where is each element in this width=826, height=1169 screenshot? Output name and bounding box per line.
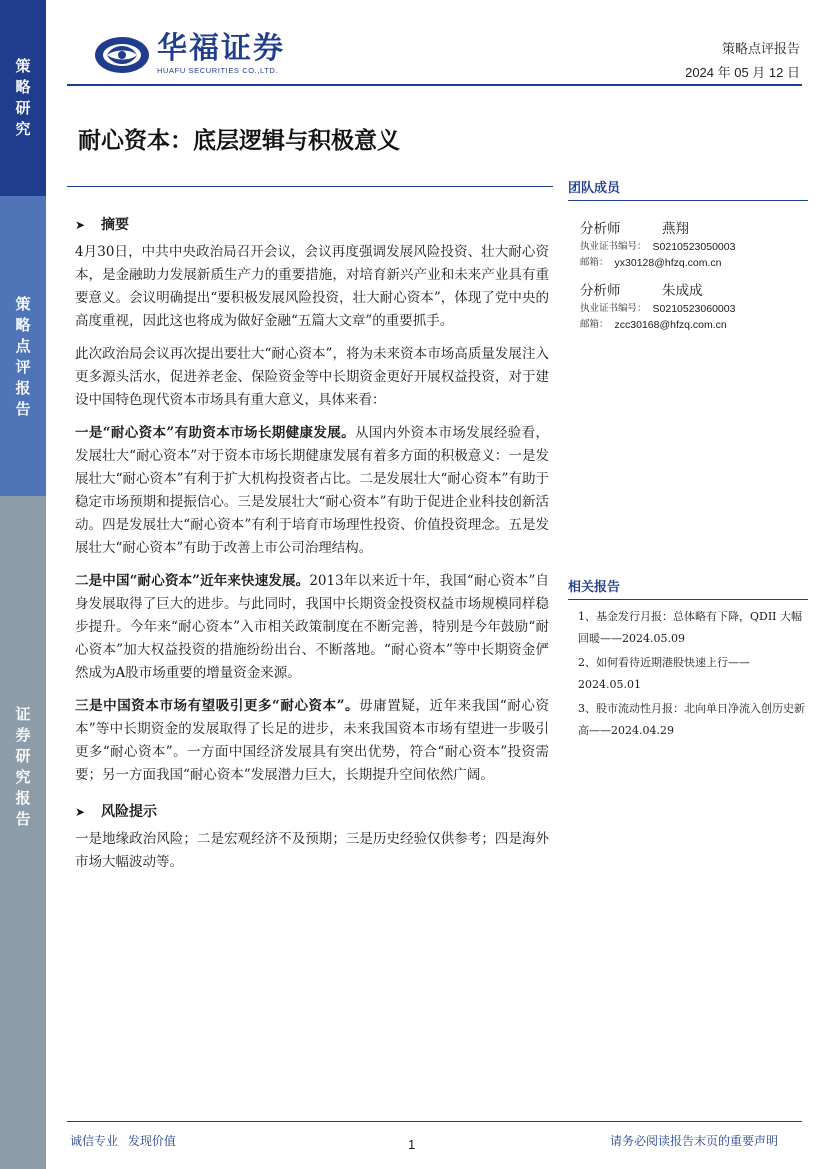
report-type-label: 策略点评报告 <box>721 42 800 57</box>
company-logo <box>93 31 285 75</box>
analyst-name: 朱成成 <box>662 283 703 299</box>
cert-label: 执业证书编号： <box>580 241 647 252</box>
point-2-heading: 二是中国“耐心资本”近年来快速发展。 <box>75 573 310 589</box>
arrow-bullet-icon: ➤ <box>75 218 86 232</box>
sidebar-band-report-type <box>0 196 46 496</box>
footer-disclaimer: 请务必阅读报告末页的重要声明 <box>609 1134 778 1148</box>
summary-paragraph-4 <box>75 570 549 685</box>
footer-slogan: 诚信专业 发现价值 <box>70 1134 176 1148</box>
sidebar-band-label: 证券研究报告 <box>13 706 32 832</box>
point-3-text: 毋庸置疑，近年来我国“耐心资本”等中长期资金的发展取得了长足的进步，未来我国资本市场有望进一步吸引更多“耐心资本”。一方面中国经济发展具有突出优势，符合“耐心资本”投资需要；另一方面我国“耐心资本”发展潜力巨大，长期提升空间依然广阔。 <box>75 698 550 783</box>
risk-paragraph: 一是地缘政治风险；二是宏观经济不及预期；三是历史经验仅供参考；四是海外市场大幅波动等。 <box>75 831 549 870</box>
point-1-heading: 一是“耐心资本”有助资本市场长期健康发展。 <box>75 425 356 441</box>
related-report-item[interactable]: 1、基金发行月报：总体略有下降，QDII 大幅回暖——2024.05.09 <box>578 610 803 645</box>
related-heading: 相关报告 <box>568 576 808 600</box>
summary-paragraph-5 <box>75 695 549 787</box>
summary-paragraph-3 <box>75 422 549 560</box>
related-list <box>568 606 808 742</box>
related-reports-panel <box>568 576 808 744</box>
summary-heading <box>75 214 549 237</box>
huafu-logo-icon <box>93 35 151 75</box>
main-content <box>75 214 549 884</box>
analyst-role: 分析师 <box>580 283 621 299</box>
summary-paragraph-2: 此次政治局会议再次提出要壮大“耐心资本”，将为未来资本市场高质量发展注入更多源头活水，促进养老金、保险资金等中长期资金更好开展权益投资，对于建设中国特色现代资本市场具有重大意义，具体来看： <box>75 346 549 408</box>
footer-divider <box>67 1121 802 1122</box>
team-heading: 团队成员 <box>568 177 808 201</box>
point-2-text: 2013年以来近十年，我国“耐心资本”自身发展取得了巨大的进步。与此同时，我国中长期资金投资权益市场规模同样稳步提升。今年来“耐心资本”入市相关政策制度在不断完善，特别是今年鼓励“耐心资本”加大权益投资的措施纷纷出台、不断落地。“耐心资本”等中长期资金俨然成为A股市场重要的增量资金来源。 <box>75 573 549 681</box>
analyst-card <box>568 281 808 333</box>
email-label: 邮箱： <box>580 257 609 268</box>
page-title: 耐心资本：底层逻辑与积极意义 <box>78 128 400 154</box>
sidebar-band-securities-research <box>0 496 46 1169</box>
page-number: 1 <box>408 1137 416 1152</box>
analyst-card <box>568 219 808 271</box>
sidebar-band-label: 策略点评报告 <box>13 296 32 422</box>
header-divider <box>67 84 802 86</box>
summary-heading-label: 摘要 <box>101 217 129 233</box>
analyst-name: 燕翔 <box>662 221 689 237</box>
point-1-text: 从国内外资本市场发展经验看，发展壮大“耐心资本”对于资本市场长期健康发展有着多方面的积极意义：一是发展壮大“耐心资本”有利于扩大机构投资者占比。二是发展壮大“耐心资本”有助于稳定市场预期和提振信心。三是发展壮大“耐心资本”有助于促进企业科技创新活动。四是发展壮大“耐心资本”有利于培育市场理性投资、价值投资理念。五是发展壮大“耐心资本”有助于改善上市公司治理结构。 <box>75 425 550 556</box>
email-link[interactable]: yx30128@hfzq.com.cn <box>614 257 722 269</box>
logo-english-name: HUAFU SECURITIES CO.,LTD. <box>157 66 279 75</box>
risk-heading-label: 风险提示 <box>101 804 157 820</box>
title-divider <box>67 186 553 187</box>
logo-chinese-name: 华福证券 <box>157 31 285 66</box>
summary-paragraph-1: 4月30日，中共中央政治局召开会议，会议再度强调发展风险投资、壮大耐心资本，是金融助力发展新质生产力的重要措施，对培育新兴产业和未来产业具有重要意义。会议明确提出“要积极发展风险投资，壮大耐心资本”，体现了党中央的高度重视，因此这也将成为做好金融“五篇大文章”的重要抓手。 <box>75 244 549 329</box>
email-label: 邮箱： <box>580 319 609 330</box>
risk-heading <box>75 801 549 824</box>
sidebar-band-label: 策略研究 <box>13 58 32 142</box>
arrow-bullet-icon: ➤ <box>75 805 86 819</box>
cert-label: 执业证书编号： <box>580 303 647 314</box>
analyst-role: 分析师 <box>580 221 621 237</box>
sidebar-band-strategy-research <box>0 0 46 196</box>
related-report-item[interactable]: 3、股市流动性月报：北向单日净流入创历史新高——2024.04.29 <box>578 702 805 737</box>
point-3-heading: 三是中国资本市场有望吸引更多“耐心资本”。 <box>75 698 360 714</box>
cert-number: S0210523060003 <box>652 303 736 315</box>
report-date: 2024 年 05 月 12 日 <box>685 65 800 80</box>
team-members-panel <box>568 177 808 333</box>
related-report-item[interactable]: 2、如何看待近期港股快速上行——2024.05.01 <box>578 656 750 691</box>
cert-number: S0210523050003 <box>652 241 736 253</box>
email-link[interactable]: zcc30168@hfzq.com.cn <box>614 319 727 331</box>
